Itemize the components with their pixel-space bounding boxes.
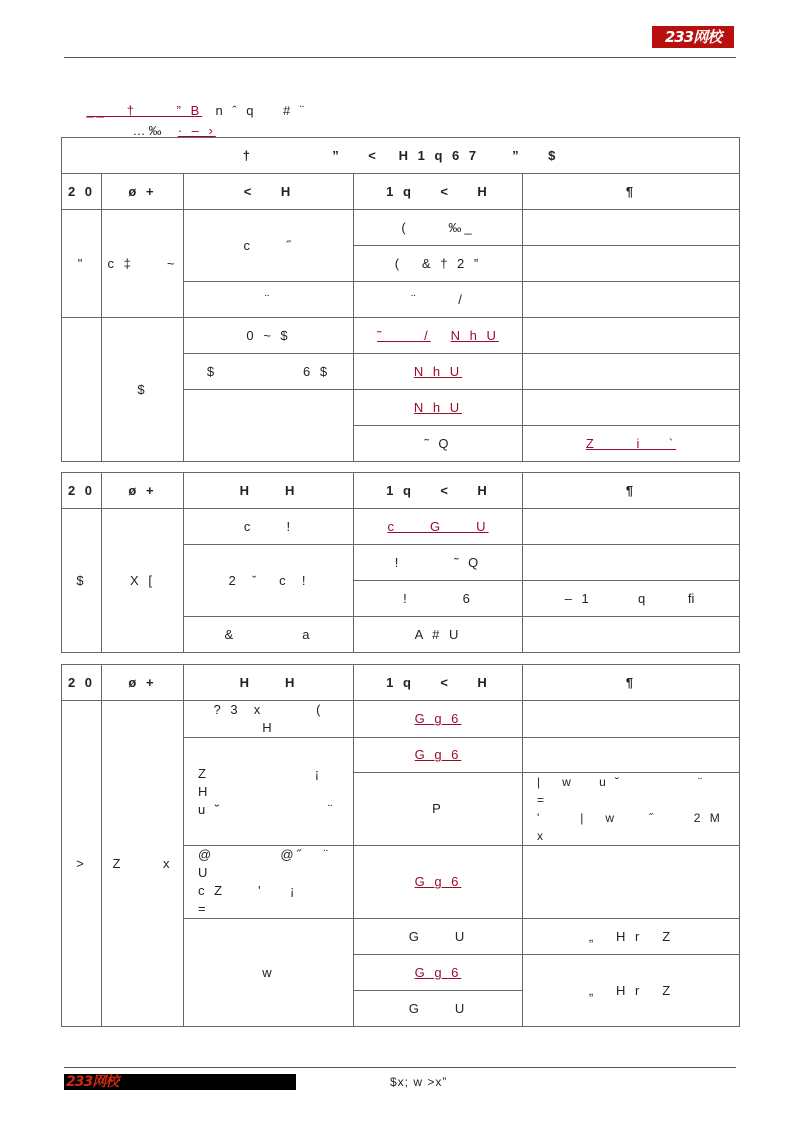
table-cell — [184, 390, 354, 462]
table-row — [62, 701, 740, 738]
table-cell: | w u ˘ ¨ = ' | w ˝ 2 M x — [523, 773, 740, 846]
inline-link[interactable]: N h U — [413, 399, 463, 415]
table-cell: X [ — [102, 509, 184, 653]
intro-block — [60, 84, 308, 138]
table-cell: ¨ — [184, 282, 354, 318]
header-cell: 1 q < H — [354, 665, 523, 701]
table-cell: c ! — [184, 509, 354, 545]
inline-link[interactable]: ˜ / — [377, 327, 431, 343]
header-cell: H H — [184, 473, 354, 509]
table-row — [62, 210, 740, 246]
header-cell: ø + — [102, 174, 184, 210]
intro-prefix: __ — [86, 103, 127, 118]
table-cell: ˜ Q — [354, 426, 523, 462]
table-2 — [61, 472, 740, 653]
table-cell — [354, 318, 523, 354]
table-cell: " — [62, 210, 102, 318]
header-cell: ¶ — [523, 174, 740, 210]
table-cell: 0 ~ $ — [184, 318, 354, 354]
table-cell: ! 6 — [354, 581, 523, 617]
table-cell: G U — [354, 991, 523, 1027]
intro-link-1[interactable]: † ” B — [126, 103, 203, 118]
table-cell — [523, 210, 740, 246]
header-cell: 1 q < H — [354, 174, 523, 210]
table-1 — [61, 137, 740, 462]
table-cell — [523, 701, 740, 738]
table-cell — [523, 426, 740, 462]
inline-link[interactable]: Z i ` — [585, 435, 677, 451]
intro-text-2: …‰ — [132, 123, 178, 138]
table-cell — [523, 846, 740, 919]
table-cell: „ H r Z — [523, 919, 740, 955]
inline-link[interactable]: c G U — [387, 518, 489, 534]
table-cell — [354, 738, 523, 773]
table-1-title: † ” < H 1 q 6 7 ” $ — [62, 138, 740, 174]
table-cell: – 1 q ﬁ — [523, 581, 740, 617]
table-cell: ( ‰_ — [354, 210, 523, 246]
brand-logo: 233网校 — [652, 26, 734, 48]
inline-link[interactable]: G g 6 — [414, 711, 462, 726]
table-3-header-row — [62, 665, 740, 701]
table-cell: Z x — [102, 701, 184, 1027]
table-cell — [354, 846, 523, 919]
table-3 — [61, 664, 740, 1027]
header-cell: ø + — [102, 665, 184, 701]
table-cell — [354, 955, 523, 991]
header-cell: ¶ — [523, 473, 740, 509]
table-cell — [354, 509, 523, 545]
table-cell — [62, 318, 102, 462]
table-cell: $ — [62, 509, 102, 653]
footer-text: $x; w >x” — [390, 1075, 448, 1089]
table-cell: 2 ˇ c ! — [184, 545, 354, 617]
table-row — [62, 318, 740, 354]
table-cell — [354, 390, 523, 426]
table-cell — [523, 617, 740, 653]
header-cell: ¶ — [523, 665, 740, 701]
header-cell: H H — [184, 665, 354, 701]
table-cell: c ˝ — [184, 210, 354, 282]
table-cell — [523, 318, 740, 354]
header-cell: < H — [184, 174, 354, 210]
table-cell: A # U — [354, 617, 523, 653]
inline-link[interactable]: G g 6 — [414, 964, 462, 980]
table-cell: & a — [184, 617, 354, 653]
table-cell: > — [62, 701, 102, 1027]
table-cell — [523, 545, 740, 581]
table-cell: G U — [354, 919, 523, 955]
table-cell: ( & † 2 ” — [354, 246, 523, 282]
table-cell: ¨ / — [354, 282, 523, 318]
table-cell — [523, 282, 740, 318]
footer-bar — [64, 1074, 296, 1090]
footer-logo: 233网校 — [66, 1074, 119, 1090]
table-cell: „ H r Z — [523, 955, 740, 1027]
table-cell: c ‡ ~ — [102, 210, 184, 318]
table-cell — [523, 390, 740, 426]
table-cell: $ 6 $ — [184, 354, 354, 390]
header-cell: 1 q < H — [354, 473, 523, 509]
header-cell: ø + — [102, 473, 184, 509]
table-2-header-row — [62, 473, 740, 509]
intro-link-2[interactable]: · – › — [177, 123, 216, 138]
header-cell: 2 0 — [62, 665, 102, 701]
table-cell: w — [184, 919, 354, 1027]
footer-divider — [64, 1067, 736, 1068]
table-cell: ! ˜ Q — [354, 545, 523, 581]
inline-link[interactable]: G g 6 — [414, 747, 462, 762]
table-cell: ? 3 x ( H — [184, 701, 354, 738]
table-cell: @ @˝ ¨ U c Z ' ¡ = — [184, 846, 354, 919]
table-cell — [523, 509, 740, 545]
inline-link[interactable]: N h U — [413, 363, 463, 379]
intro-text-1: n ˆ q # ¨ — [202, 103, 308, 118]
table-cell: $ — [102, 318, 184, 462]
table-row — [62, 509, 740, 545]
table-1-header-row — [62, 174, 740, 210]
table-cell: Z ¡ H u ˘ ¨ — [184, 738, 354, 846]
intro-line-1 — [60, 84, 308, 118]
header-divider — [64, 57, 736, 58]
table-cell — [523, 246, 740, 282]
table-cell — [354, 701, 523, 738]
table-cell: P — [354, 773, 523, 846]
table-cell — [523, 354, 740, 390]
table-cell — [523, 738, 740, 773]
table-cell — [354, 354, 523, 390]
header-cell: 2 0 — [62, 473, 102, 509]
inline-link[interactable]: G g 6 — [414, 874, 462, 889]
inline-link[interactable]: N h U — [450, 327, 499, 343]
header-cell: 2 0 — [62, 174, 102, 210]
